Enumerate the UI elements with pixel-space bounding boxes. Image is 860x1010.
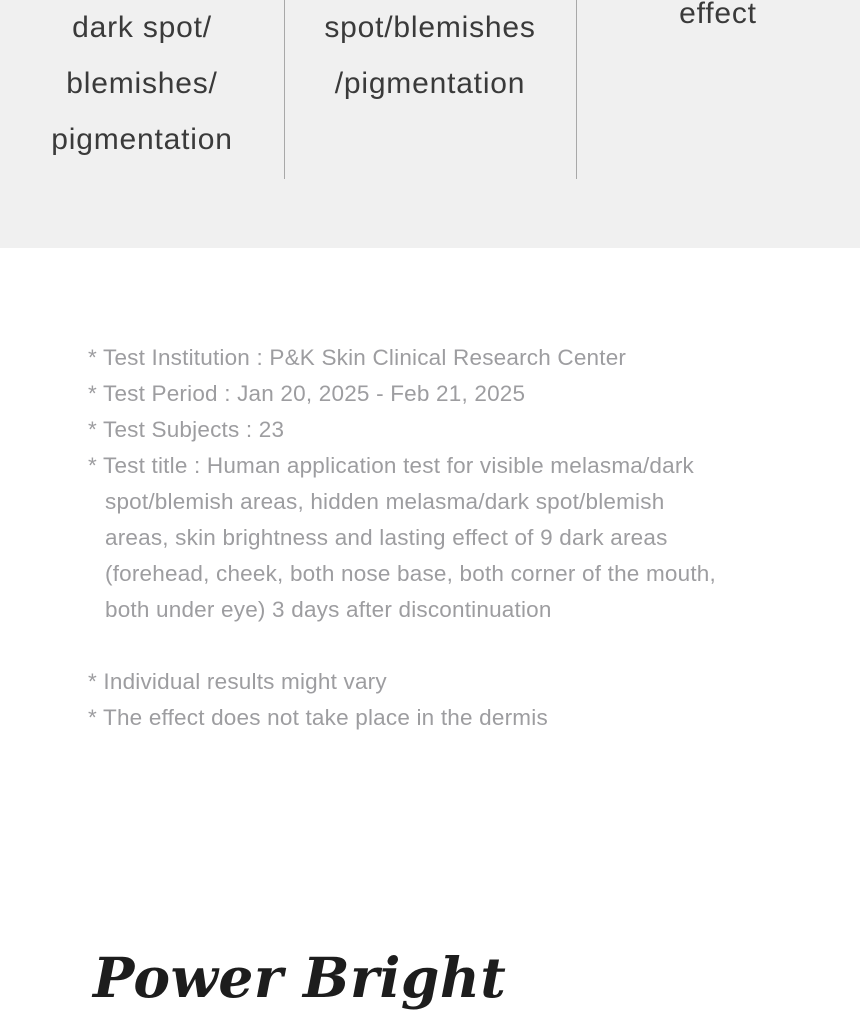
- dermis-note: [88, 700, 840, 736]
- text-line: effect: [679, 0, 757, 30]
- text-line: (forehead, cheek, both nose base, both corner of the mouth,: [105, 561, 716, 586]
- text-line: areas, skin brightness and lasting effect of 9 dark areas: [105, 525, 668, 550]
- column-header-effect: [576, 0, 860, 42]
- text-line: * The effect does not take place in the dermis: [88, 705, 548, 730]
- column-divider: [284, 0, 285, 179]
- individual-results-note: [88, 664, 840, 700]
- column-header-dark-spot: [0, 0, 284, 168]
- text-line: * Test Period : Jan 20, 2025 - Feb 21, 2025: [88, 381, 526, 406]
- text-line: * Test Subjects : 23: [88, 417, 285, 442]
- text-line: spot/blemishes: [324, 11, 536, 44]
- text-line: * Test Institution : P&K Skin Clinical Research Center: [88, 345, 627, 370]
- column-divider: [576, 0, 577, 179]
- test-subjects-note: [88, 412, 840, 448]
- text-line: both under eye) 3 days after discontinuation: [105, 597, 552, 622]
- text-line: /pigmentation: [334, 67, 526, 100]
- text-line: spot/blemish areas, hidden melasma/dark spot/blemish: [105, 489, 665, 514]
- text-line: pigmentation: [51, 123, 233, 156]
- power-bright-heading: Power Bright: [93, 945, 507, 1010]
- table-header-band: [0, 0, 860, 248]
- disclaimer-section: [0, 248, 860, 736]
- test-title-note: [88, 448, 840, 628]
- test-institution-note: [88, 340, 840, 376]
- text-line: * Individual results might vary: [88, 669, 387, 694]
- column-header-spot-blemishes: [284, 0, 576, 112]
- text-line: * Test title : Human application test for visible melasma/dark: [88, 453, 694, 478]
- test-period-note: [88, 376, 840, 412]
- text-line: blemishes/: [66, 67, 218, 100]
- text-line: dark spot/: [72, 11, 212, 44]
